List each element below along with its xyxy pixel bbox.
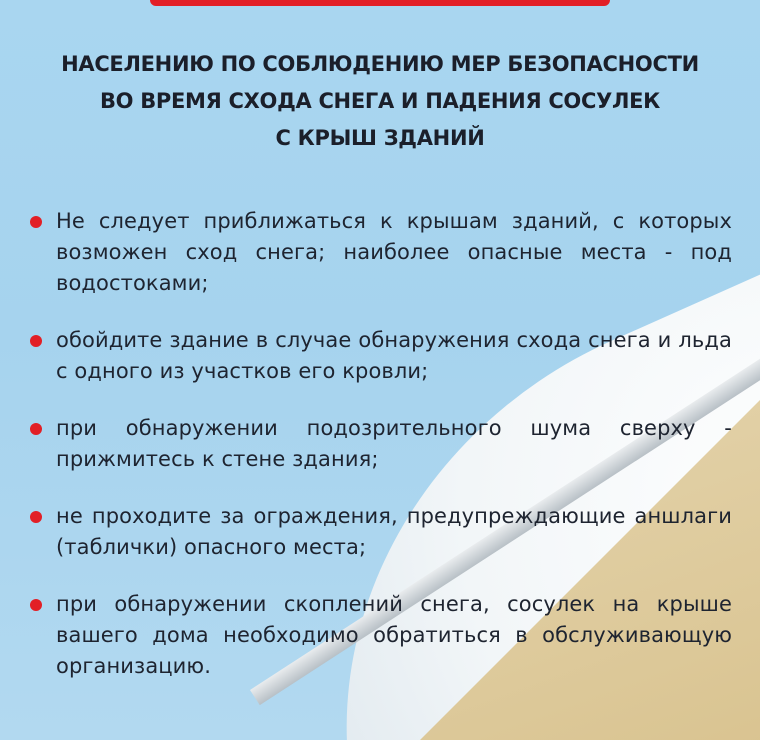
bullet-dot-icon [30, 511, 42, 523]
list-item [28, 413, 732, 475]
list-item [28, 206, 732, 299]
bullet-dot-icon [30, 335, 42, 347]
red-header-banner [150, 0, 610, 6]
list-item-text: при обнаружении подозрительного шума сверху - прижмитесь к стене здания; [56, 416, 732, 471]
list-item [28, 501, 732, 563]
safety-rules-list [28, 206, 732, 682]
page-title [0, 46, 760, 157]
list-item-text: не проходите за ограждения, предупреждающие аншлаги (таблички) опасного места; [56, 504, 732, 559]
list-item-text: обойдите здание в случае обнаружения схода снега и льда с одного из участков его кровли; [56, 328, 732, 383]
list-item-text: при обнаружении скоплений снега, сосулек на крыше вашего дома необходимо обратиться в обслуживающую организацию. [56, 592, 732, 678]
title-line-1: НАСЕЛЕНИЮ ПО СОБЛЮДЕНИЮ МЕР БЕЗОПАСНОСТИ [61, 52, 699, 76]
title-line-3: С КРЫШ ЗДАНИЙ [275, 126, 485, 150]
title-line-2: ВО ВРЕМЯ СХОДА СНЕГА И ПАДЕНИЯ СОСУЛЕК [99, 89, 661, 113]
list-item [28, 589, 732, 682]
bullet-dot-icon [30, 216, 42, 228]
bullet-dot-icon [30, 599, 42, 611]
list-item-text: Не следует приближаться к крышам зданий, с которых возможен сход снега; наиболее опасные места - под водостоками; [56, 209, 732, 295]
bullet-dot-icon [30, 423, 42, 435]
list-item [28, 325, 732, 387]
